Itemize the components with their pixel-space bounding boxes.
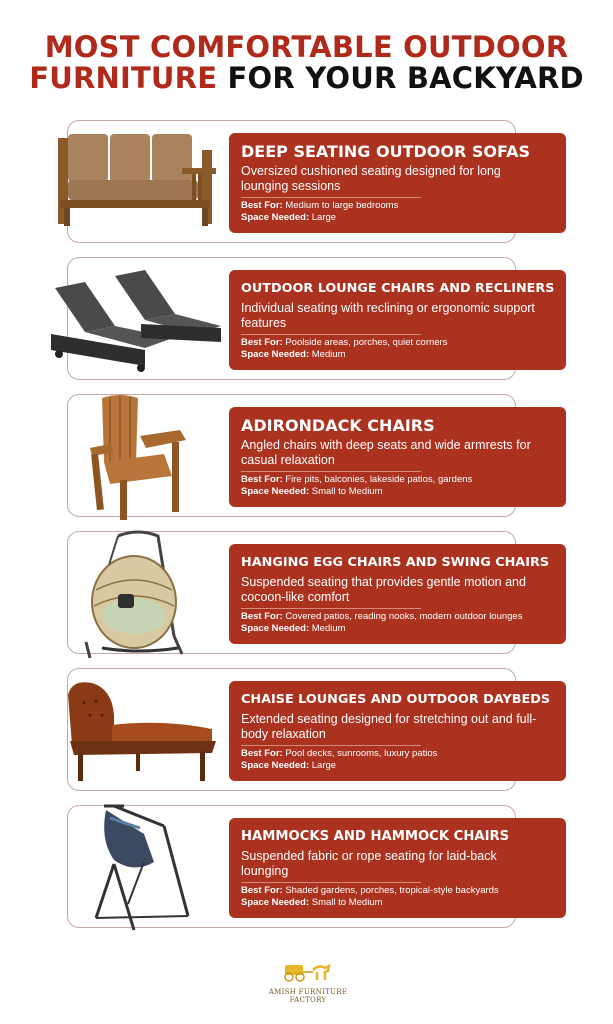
best-for-row [241, 885, 554, 897]
divider [241, 608, 421, 609]
item-description: Oversized cushioned seating designed for long lounging sessions [241, 164, 501, 193]
item-description: Extended seating designed for stretching out and full-body relaxation [241, 712, 537, 741]
space-needed-label: Space Needed: [241, 623, 310, 634]
horse-buggy-icon [281, 962, 335, 982]
item-panel-6 [229, 818, 566, 918]
item-title: ADIRONDACK CHAIRS [241, 416, 435, 435]
best-for-label: Best For: [241, 611, 283, 622]
best-for-row [241, 611, 554, 623]
space-needed-row [241, 623, 554, 635]
space-needed-value: Small to Medium [309, 486, 383, 497]
best-for-value: Poolside areas, porches, quiet corners [282, 337, 448, 348]
item-title: CHAISE LOUNGES AND OUTDOOR DAYBEDS [241, 692, 551, 707]
best-for-value: Medium to large bedrooms [282, 200, 399, 211]
item-panel-3 [229, 407, 566, 507]
best-for-row [241, 337, 554, 349]
hammock-chair-image [84, 800, 194, 935]
item-title: OUTDOOR LOUNGE CHAIRS AND RECLINERS [241, 281, 555, 296]
item-panel-2 [229, 270, 566, 370]
chaise-lounge-image [62, 675, 222, 785]
item-panel-5 [229, 681, 566, 781]
best-for-label: Best For: [241, 885, 283, 896]
item-description: Suspended seating that provides gentle motion and cocoon-like comfort [241, 575, 526, 604]
space-needed-row [241, 486, 554, 498]
space-needed-row [241, 897, 554, 909]
divider [241, 745, 421, 746]
space-needed-value: Medium [309, 349, 346, 360]
adirondack-chair-image [80, 392, 195, 522]
best-for-row [241, 748, 554, 760]
divider [241, 197, 421, 198]
best-for-value: Shaded gardens, porches, tropical-style backyards [282, 885, 499, 896]
divider [241, 882, 421, 883]
best-for-value: Pool decks, sunrooms, luxury patios [282, 748, 438, 759]
space-needed-value: Small to Medium [309, 897, 383, 908]
best-for-label: Best For: [241, 748, 283, 759]
space-needed-row [241, 349, 554, 361]
space-needed-value: Medium [309, 623, 346, 634]
title-line-2-highlight: FURNITURE [29, 61, 218, 95]
item-title: HANGING EGG CHAIRS AND SWING CHAIRS [241, 555, 550, 570]
lounge-chairs-image [45, 268, 225, 373]
space-needed-label: Space Needed: [241, 349, 310, 360]
divider [241, 471, 421, 472]
hanging-egg-chair-image [78, 530, 198, 662]
title-line-2-rest: FOR YOUR BACKYARD [217, 61, 584, 95]
brand-name: AMISH FURNITURE FACTORY [268, 988, 348, 1004]
space-needed-label: Space Needed: [241, 760, 310, 771]
brand-logo [262, 962, 354, 1004]
best-for-value: Fire pits, balconies, lakeside patios, gardens [282, 474, 473, 485]
item-description: Angled chairs with deep seats and wide armrests for casual relaxation [241, 438, 531, 467]
space-needed-label: Space Needed: [241, 212, 310, 223]
best-for-value: Covered patios, reading nooks, modern outdoor lounges [282, 611, 523, 622]
best-for-row [241, 200, 554, 212]
item-description: Suspended fabric or rope seating for laid-back lounging [241, 849, 497, 878]
best-for-label: Best For: [241, 200, 283, 211]
page-title [0, 32, 613, 94]
space-needed-label: Space Needed: [241, 897, 310, 908]
item-panel-1 [229, 133, 566, 233]
space-needed-label: Space Needed: [241, 486, 310, 497]
item-title: DEEP SEATING OUTDOOR SOFAS [241, 142, 530, 161]
best-for-row [241, 474, 554, 486]
space-needed-row [241, 760, 554, 772]
title-line-2 [0, 63, 613, 94]
space-needed-value: Large [309, 760, 337, 771]
best-for-label: Best For: [241, 337, 283, 348]
title-line-1: MOST COMFORTABLE OUTDOOR [44, 30, 569, 64]
best-for-label: Best For: [241, 474, 283, 485]
space-needed-row [241, 212, 554, 224]
item-description: Individual seating with reclining or ergonomic support features [241, 301, 535, 330]
space-needed-value: Large [309, 212, 337, 223]
outdoor-sofa-image [52, 130, 222, 230]
item-title: HAMMOCKS AND HAMMOCK CHAIRS [241, 829, 510, 844]
divider [241, 334, 421, 335]
item-panel-4 [229, 544, 566, 644]
